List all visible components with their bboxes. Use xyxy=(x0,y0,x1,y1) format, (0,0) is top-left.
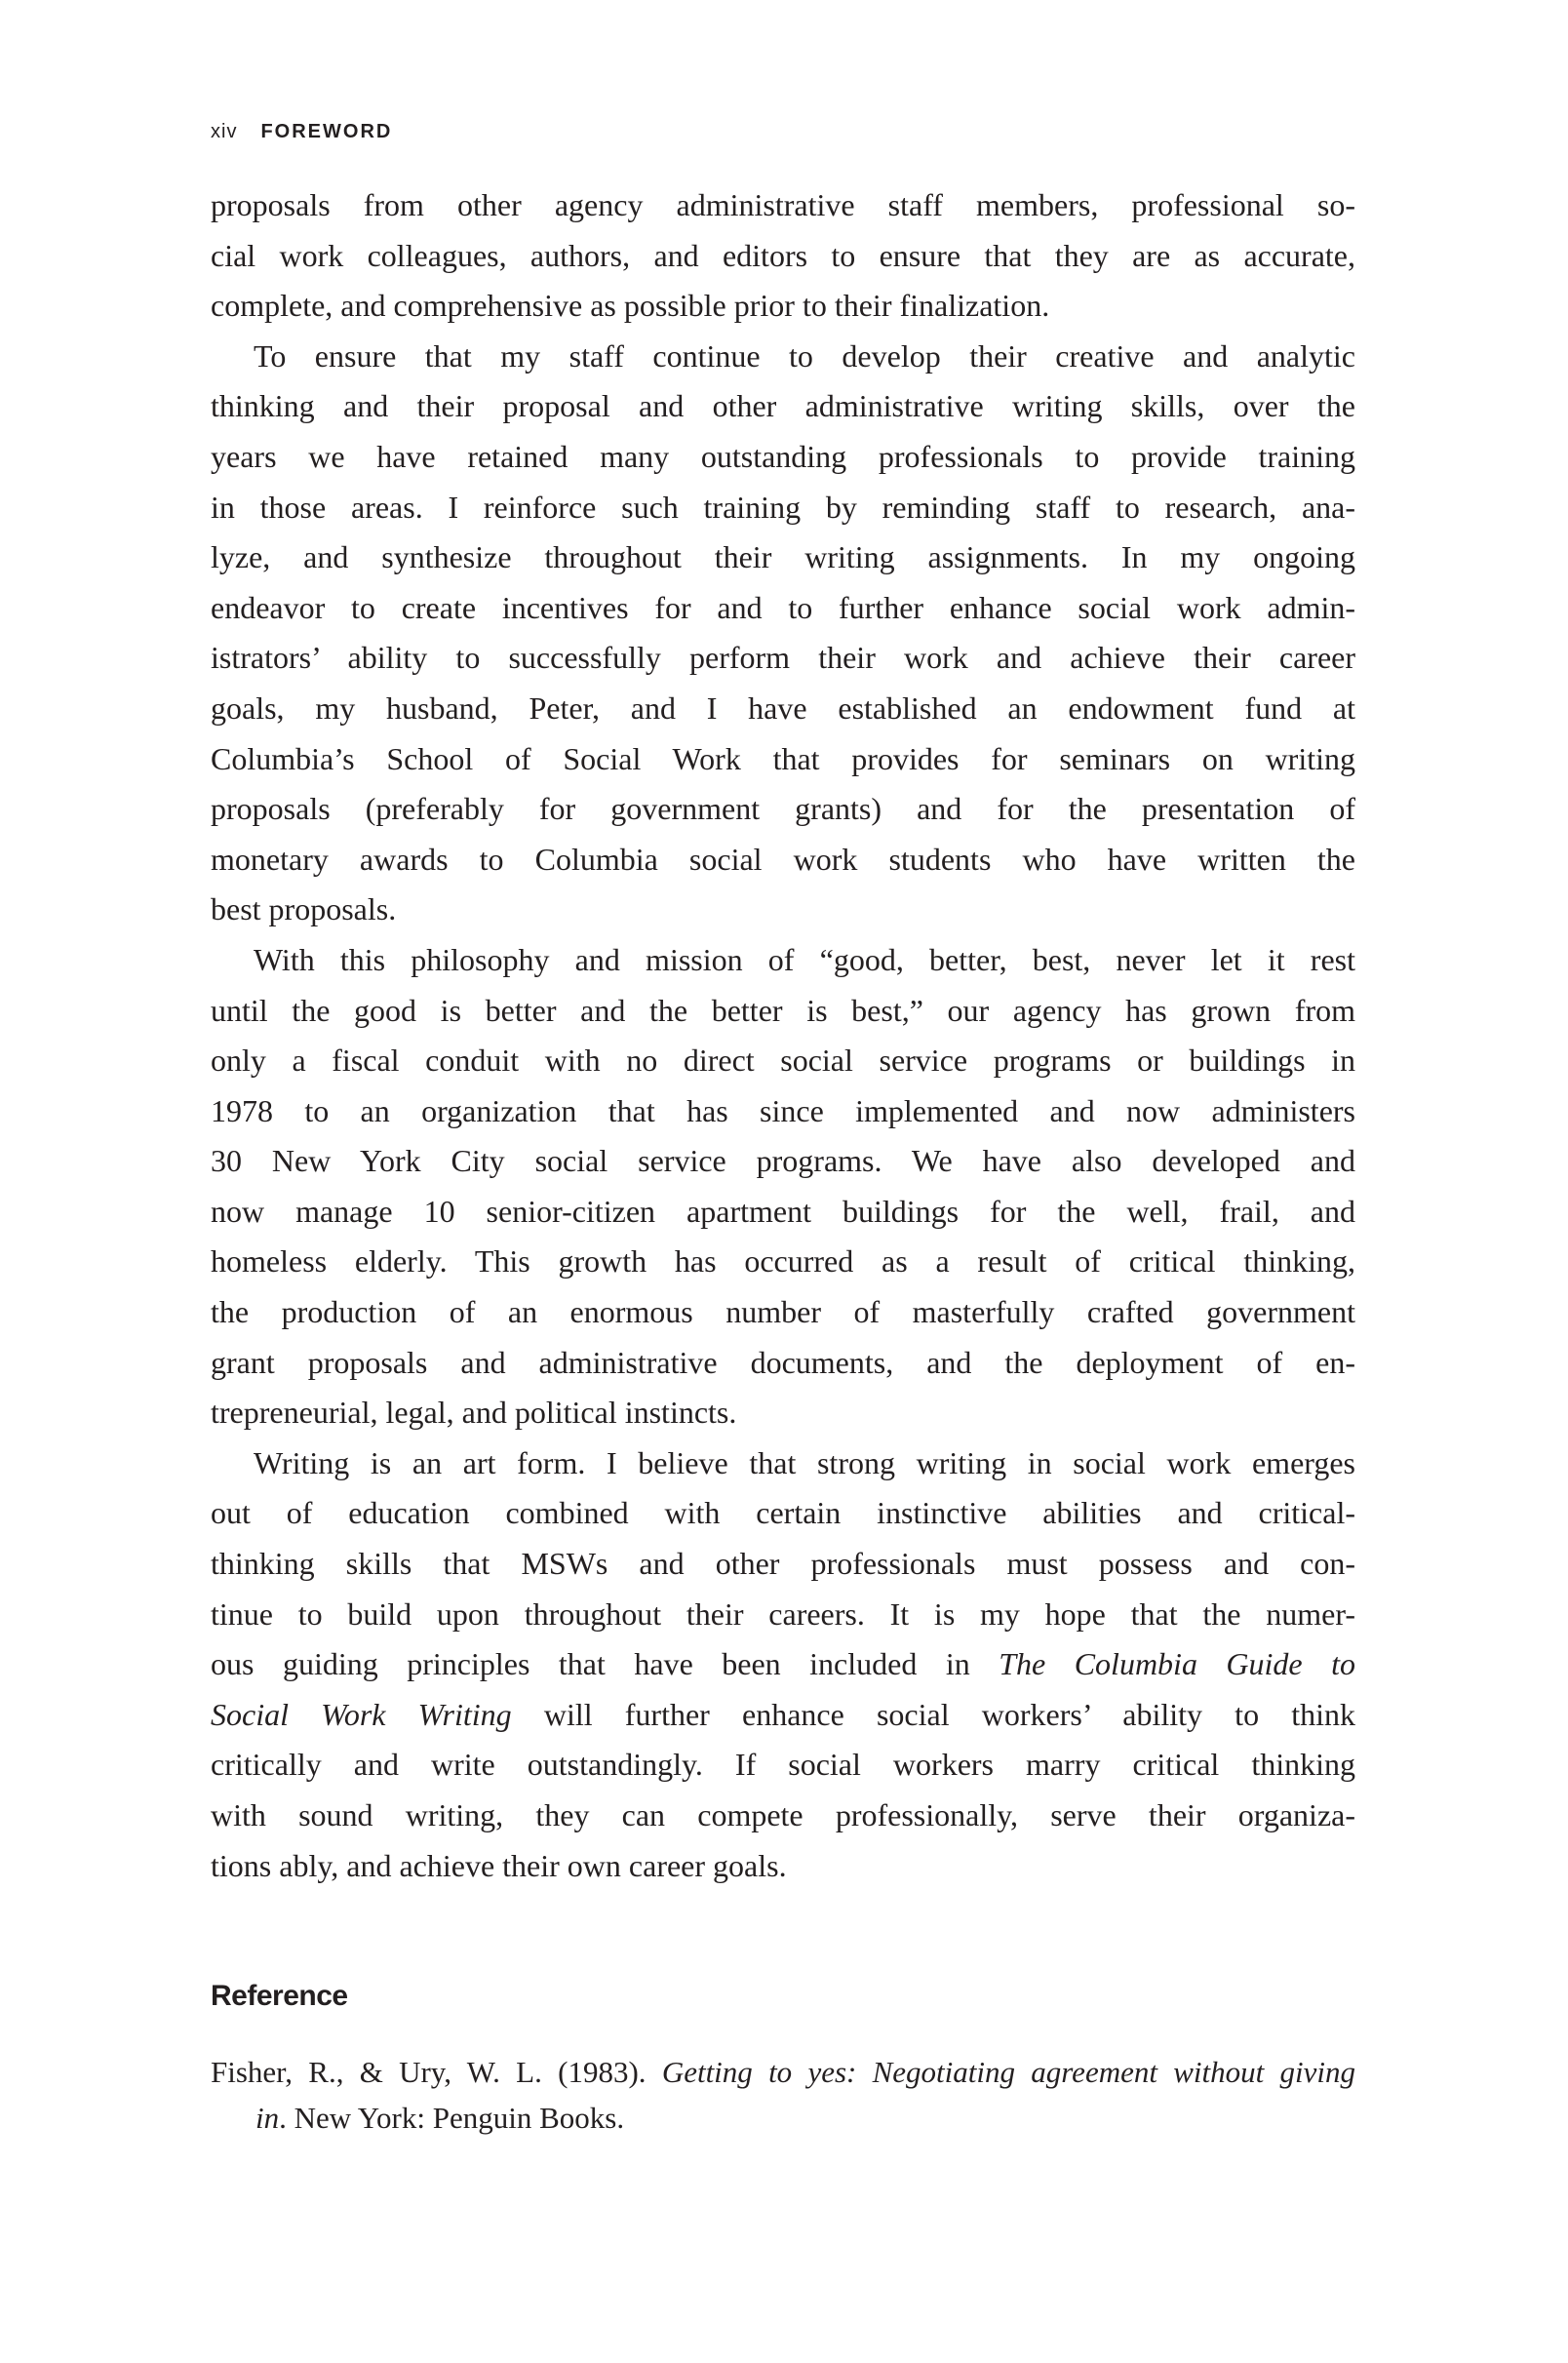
citation-authors: Fisher, R., & Ury, W. L. (1983). xyxy=(211,2055,662,2089)
text-line: monetary awards to Columbia social work students who have written the xyxy=(211,841,1355,877)
text-segment: ous guiding principles that have been included in xyxy=(211,1646,1000,1682)
text-line: with sound writing, they can compete professionally, serve their organiza- xyxy=(211,1797,1355,1832)
paragraph xyxy=(211,180,1355,332)
foreword-body xyxy=(211,180,1355,1891)
text-segment: will further enhance social workers’ ability to think xyxy=(511,1696,1356,1732)
text-line: trepreneurial, legal, and political instincts. xyxy=(211,1395,737,1431)
text-line: istrators’ ability to successfully perform their work and achieve their career xyxy=(211,640,1355,676)
text-line: in those areas. I reinforce such training by reminding staff to research, ana- xyxy=(211,489,1355,525)
text-line: the production of an enormous number of masterfully crafted government xyxy=(211,1294,1355,1330)
text-line: grant proposals and administrative documents, and the deployment of en- xyxy=(211,1344,1355,1380)
text-line: only a fiscal conduit with no direct social service programs or buildings in xyxy=(211,1043,1355,1079)
book-title: Social Work Writing xyxy=(211,1696,512,1732)
page-number: xiv xyxy=(211,121,238,142)
paragraph xyxy=(211,332,1355,935)
text-line: tinue to build upon throughout their careers. It is my hope that the numer- xyxy=(211,1595,1355,1632)
citation-publisher: . New York: Penguin Books. xyxy=(279,2101,625,2135)
text-line: thinking and their proposal and other administrative writing skills, over the xyxy=(211,388,1355,424)
text-line: proposals from other agency administrative staff members, professional so- xyxy=(211,187,1355,222)
text-line: 30 New York City social service programs. We have also developed and xyxy=(211,1143,1355,1179)
book-title: The Columbia Guide to xyxy=(999,1646,1356,1682)
text-line: proposals (preferably for government grants) and for the presentation of xyxy=(211,791,1355,827)
text-line: thinking skills that MSWs and other professionals must possess and con- xyxy=(211,1546,1355,1582)
text-line-with-book-title xyxy=(211,1639,1355,1690)
citation-title-end: in xyxy=(255,2101,280,2135)
text-line: until the good is better and the better is best,” our agency has grown from xyxy=(211,992,1355,1028)
text-line: homeless elderly. This growth has occurred as a result of critical thinking, xyxy=(211,1243,1355,1280)
text-line: complete, and comprehensive as possible prior to their finalization. xyxy=(211,288,1050,324)
reference-heading: Reference xyxy=(211,1980,348,2012)
text-line: best proposals. xyxy=(211,891,397,927)
running-head xyxy=(211,121,392,144)
text-line: Columbia’s School of Social Work that provides for seminars on writing xyxy=(211,740,1355,776)
text-line: cial work colleagues, authors, and editors to ensure that they are as accurate, xyxy=(211,237,1355,273)
text-line: goals, my husband, Peter, and I have established an endowment fund at xyxy=(211,689,1355,726)
text-line: 1978 to an organization that has since implemented and now administers xyxy=(211,1092,1355,1128)
paragraph xyxy=(211,1438,1355,1891)
reference-line xyxy=(211,2049,1355,2095)
paragraph xyxy=(211,935,1355,1438)
text-line: out of education combined with certain instinctive abilities and critical- xyxy=(211,1495,1355,1531)
text-line: now manage 10 senior-citizen apartment buildings for the well, frail, and xyxy=(211,1193,1355,1229)
text-line: With this philosophy and mission of “good, better, best, never let it rest xyxy=(254,941,1355,977)
text-line: endeavor to create incentives for and to further enhance social work admin- xyxy=(211,589,1355,625)
text-line: lyze, and synthesize throughout their writing assignments. In my ongoing xyxy=(211,539,1355,575)
reference-line xyxy=(211,2095,1355,2141)
text-line: To ensure that my staff continue to develop their creative and analytic xyxy=(254,337,1355,374)
text-line: Writing is an art form. I believe that strong writing in social work emerges xyxy=(254,1444,1355,1480)
running-title: FOREWORD xyxy=(260,121,393,142)
text-line: critically and write outstandingly. If social workers marry critical thinking xyxy=(211,1747,1355,1783)
text-line: tions ably, and achieve their own career goals. xyxy=(211,1847,787,1883)
citation-title: Getting to yes: Negotiating agreement without giving xyxy=(661,2055,1355,2089)
text-line: years we have retained many outstanding professionals to provide training xyxy=(211,438,1355,474)
reference-entry xyxy=(211,2049,1355,2141)
text-line-with-book-title xyxy=(211,1690,1355,1741)
